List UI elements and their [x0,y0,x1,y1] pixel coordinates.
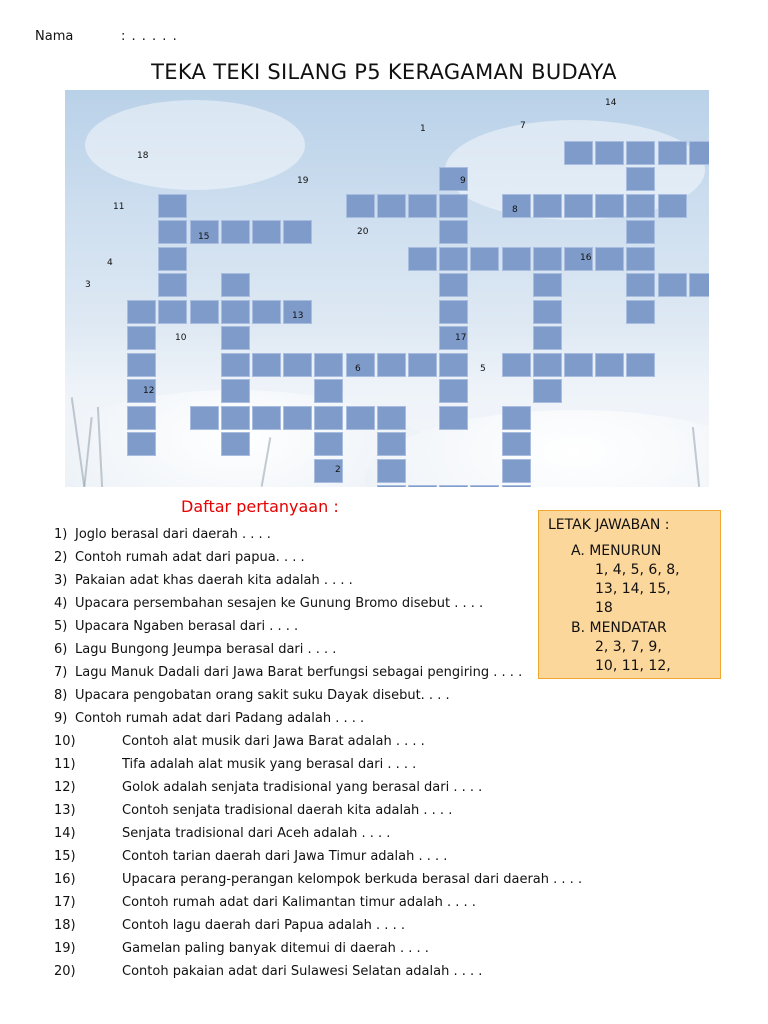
name-field [35,29,178,44]
crossword-cell[interactable] [408,194,437,218]
crossword-cell[interactable] [377,432,406,456]
crossword-cell[interactable] [626,247,655,271]
question-text: Upacara Ngaben berasal dari . . . . [75,619,299,634]
question-text: Upacara persembahan sesajen ke Gunung Bromo disebut . . . . [75,596,484,611]
clue-number-label: 19 [297,176,309,186]
question-text: Upacara pengobatan orang sakit suku Dayak disebut. . . . [75,688,450,703]
clue-number-label: 8 [512,205,518,215]
crossword-cell[interactable] [470,247,499,271]
question-item [54,665,522,681]
question-number: 1) [54,527,68,542]
question-number: 15) [54,849,76,864]
crossword-cell[interactable] [158,194,187,218]
crossword-cell[interactable] [221,326,250,350]
question-number: 14) [54,826,76,841]
question-number: 19) [54,941,76,956]
crossword-cell[interactable] [283,353,312,377]
answer-group-label: B. MENDATAR [571,620,667,636]
crossword-cell[interactable] [626,141,655,165]
question-number: 6) [54,642,68,657]
crossword-cell[interactable] [689,273,709,297]
clue-number-label: 18 [137,151,149,161]
crossword-cell[interactable] [502,459,531,483]
question-text: Lagu Bungong Jeumpa berasal dari . . . . [75,642,337,657]
question-text: Senjata tradisional dari Aceh adalah . . . . [122,826,391,841]
question-number: 8) [54,688,68,703]
question-number: 2) [54,550,68,565]
crossword-cell[interactable] [502,432,531,456]
question-item [54,918,405,934]
question-item [54,642,336,658]
clue-number-label: 1 [420,124,426,134]
question-item [54,734,425,750]
answer-group-across [571,619,671,676]
answer-box-title: LETAK JAWABAN : [548,517,670,533]
crossword-cell[interactable] [377,353,406,377]
clue-number-label: 15 [198,232,210,242]
clue-number-label: 9 [460,176,466,186]
crossword-cell[interactable] [408,485,437,487]
clue-number-label: 12 [143,386,155,396]
question-number: 10) [54,734,76,749]
clue-number-label: 7 [520,121,526,131]
crossword-cell[interactable] [626,167,655,191]
question-number: 18) [54,918,76,933]
crossword-cell[interactable] [314,432,343,456]
question-text: Pakaian adat khas daerah kita adalah . . . . [75,573,353,588]
crossword-cell[interactable] [626,273,655,297]
crossword-cell[interactable] [158,220,187,244]
crossword-cell[interactable] [439,406,468,430]
crossword-cell[interactable] [502,485,531,487]
background-cloud [85,100,305,190]
clue-number-label: 20 [357,227,369,237]
question-item [54,872,582,888]
clue-number-label: 3 [85,280,91,290]
clue-number-label: 6 [355,364,361,374]
crossword-cell[interactable] [377,406,406,430]
crossword-cell[interactable] [252,406,281,430]
question-number: 11) [54,757,76,772]
crossword-cell[interactable] [533,326,562,350]
crossword-cell[interactable] [221,273,250,297]
question-number: 12) [54,780,76,795]
question-item [54,711,364,727]
question-item [54,895,476,911]
question-item [54,780,482,796]
crossword-cell[interactable] [127,353,156,377]
crossword-cell[interactable] [252,300,281,324]
crossword-cell[interactable] [658,273,687,297]
question-number: 9) [54,711,68,726]
crossword-cell[interactable] [626,194,655,218]
clue-number-label: 10 [175,333,187,343]
crossword-cell[interactable] [377,194,406,218]
question-text: Contoh alat musik dari Jawa Barat adalah . . . . [122,734,425,749]
crossword-cell[interactable] [502,406,531,430]
crossword-cell[interactable] [221,379,250,403]
question-text: Contoh senjata tradisional daerah kita adalah . . . . [122,803,453,818]
crossword-cell[interactable] [314,406,343,430]
question-item [54,849,447,865]
question-number: 17) [54,895,76,910]
question-number: 7) [54,665,68,680]
question-text: Tifa adalah alat musik yang berasal dari . . . . [122,757,417,772]
crossword-cell[interactable] [283,406,312,430]
crossword-cell[interactable] [221,406,250,430]
question-item [54,550,305,566]
crossword-cell[interactable] [439,353,468,377]
crossword-cell[interactable] [626,220,655,244]
crossword-cell[interactable] [127,406,156,430]
crossword-cell[interactable] [190,406,219,430]
question-number: 5) [54,619,68,634]
crossword-cell[interactable] [346,406,375,430]
crossword-cell[interactable] [533,273,562,297]
answer-group-label: A. MENURUN [571,543,662,559]
crossword-cell[interactable] [252,220,281,244]
crossword-cell[interactable] [127,432,156,456]
clue-number-label: 4 [107,258,113,268]
clue-number-label: 5 [480,364,486,374]
crossword-cell[interactable] [283,220,312,244]
question-item [54,964,482,980]
crossword-cell[interactable] [252,353,281,377]
crossword-puzzle [65,90,709,487]
crossword-cell[interactable] [408,353,437,377]
crossword-cell[interactable] [502,247,531,271]
crossword-cell[interactable] [221,300,250,324]
crossword-cell[interactable] [564,194,593,218]
crossword-cell[interactable] [439,485,468,487]
answer-group-down [571,542,680,618]
crossword-cell[interactable] [439,247,468,271]
crossword-cell[interactable] [377,459,406,483]
crossword-cell[interactable] [533,300,562,324]
crossword-cell[interactable] [314,353,343,377]
crossword-cell[interactable] [221,353,250,377]
question-text: Joglo berasal dari daerah . . . . [75,527,271,542]
crossword-cell[interactable] [221,432,250,456]
crossword-cell[interactable] [502,353,531,377]
question-text: Upacara perang-perangan kelompok berkuda berasal dari daerah . . . . [122,872,583,887]
question-text: Contoh rumah adat dari Padang adalah . . . . [75,711,365,726]
crossword-cell[interactable] [439,273,468,297]
crossword-cell[interactable] [595,353,624,377]
answer-group-values: 10, 11, 12, [595,658,671,674]
clue-number-label: 11 [113,202,125,212]
question-item [54,619,298,635]
page-title: TEKA TEKI SILANG P5 KERAGAMAN BUDAYA [151,60,617,84]
crossword-cell[interactable] [626,300,655,324]
crossword-cell[interactable] [595,194,624,218]
answer-group-values: 1, 4, 5, 6, 8, [595,562,680,578]
crossword-cell[interactable] [439,379,468,403]
answer-group-values: 18 [595,600,613,616]
question-item [54,941,429,957]
question-item [54,527,271,543]
crossword-cell[interactable] [221,220,250,244]
crossword-cell[interactable] [439,220,468,244]
question-text: Contoh pakaian adat dari Sulawesi Selatan adalah . . . . [122,964,483,979]
crossword-cell[interactable] [314,379,343,403]
question-text: Contoh rumah adat dari Kalimantan timur adalah . . . . [122,895,476,910]
crossword-cell[interactable] [377,485,406,487]
answer-group-values: 13, 14, 15, [595,581,671,597]
crossword-cell[interactable] [439,300,468,324]
question-item [54,757,416,773]
crossword-cell[interactable] [190,300,219,324]
crossword-cell[interactable] [470,485,499,487]
question-item [54,803,452,819]
crossword-cell[interactable] [127,300,156,324]
question-text: Contoh lagu daerah dari Papua adalah . . . . [122,918,405,933]
question-item [54,826,390,842]
clue-number-label: 16 [580,253,592,263]
answer-group-values: 2, 3, 7, 9, [595,639,662,655]
crossword-cell[interactable] [533,247,562,271]
crossword-cell[interactable] [533,379,562,403]
crossword-cell[interactable] [158,273,187,297]
questions-heading: Daftar pertanyaan : [181,497,339,516]
name-blank[interactable]: : . . . . . [121,29,178,44]
crossword-cell[interactable] [346,194,375,218]
question-item [54,688,450,704]
clue-number-label: 13 [292,311,304,321]
question-number: 3) [54,573,68,588]
crossword-cell[interactable] [533,194,562,218]
crossword-cell[interactable] [564,353,593,377]
question-text: Lagu Manuk Dadali dari Jawa Barat berfungsi sebagai pengiring . . . . [75,665,523,680]
clue-number-label: 2 [335,465,341,475]
crossword-cell[interactable] [595,247,624,271]
crossword-cell[interactable] [658,141,687,165]
question-item [54,573,353,589]
crossword-cell[interactable] [626,353,655,377]
clue-number-label: 14 [605,98,617,108]
crossword-cell[interactable] [533,353,562,377]
background-snow [365,410,709,487]
crossword-cell[interactable] [439,194,468,218]
question-number: 13) [54,803,76,818]
crossword-cell[interactable] [658,194,687,218]
crossword-cell[interactable] [158,247,187,271]
question-text: Gamelan paling banyak ditemui di daerah . . . . [122,941,429,956]
question-number: 16) [54,872,76,887]
crossword-cell[interactable] [689,141,709,165]
question-text: Golok adalah senjata tradisional yang berasal dari . . . . [122,780,483,795]
question-text: Contoh rumah adat dari papua. . . . [75,550,305,565]
question-number: 20) [54,964,76,979]
crossword-cell[interactable] [158,300,187,324]
clue-number-label: 17 [455,333,467,343]
answer-location-box [538,510,721,679]
name-label: Nama [35,29,74,44]
crossword-cell[interactable] [595,141,624,165]
crossword-cell[interactable] [564,141,593,165]
question-text: Contoh tarian daerah dari Jawa Timur adalah . . . . [122,849,448,864]
question-item [54,596,483,612]
crossword-cell[interactable] [127,326,156,350]
crossword-cell[interactable] [408,247,437,271]
question-number: 4) [54,596,68,611]
